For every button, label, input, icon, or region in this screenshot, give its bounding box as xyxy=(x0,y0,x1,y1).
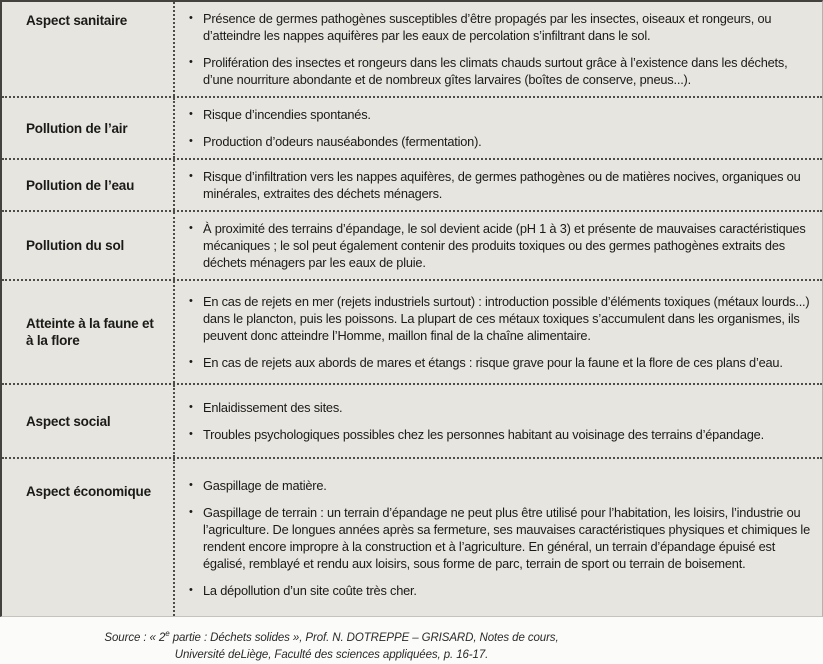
bullet-icon: • xyxy=(189,170,193,182)
table-row xyxy=(2,212,822,281)
bullet-item xyxy=(187,106,816,123)
bullet-text: À proximité des terrains d’épandage, le sol devient acide (pH 1 à 3) et présente de mauvaises caractéristiques mécaniques ; le sol peut également contenir des produits toxiques ou des germes pathogènes extraits des déchets ménagers par les eaux de pluie. xyxy=(203,221,806,270)
bullet-icon: • xyxy=(189,12,193,24)
source-note xyxy=(0,617,823,664)
bullet-text: Gaspillage de matière. xyxy=(203,477,327,493)
row-label: Pollution de l’air xyxy=(26,120,128,136)
bullet-text: La dépollution d’un site coûte très cher. xyxy=(203,582,417,598)
bullet-text: Présence de germes pathogènes susceptibles d’être propagés par les insectes, oiseaux et rongeurs, ou d’atteindre les nappes aquifères par les eaux de percolation s’infiltrant dans le sol. xyxy=(203,11,772,43)
bullet-list xyxy=(173,2,822,96)
bullet-icon: • xyxy=(189,222,193,234)
row-label: Pollution de l’eau xyxy=(26,177,135,193)
bullet-icon: • xyxy=(189,401,193,413)
bullet-text: Risque d’infiltration vers les nappes aquifères, de germes pathogènes ou de matières nocives, organiques ou minérales, extraites des déchets ménagers. xyxy=(203,169,801,201)
bullet-text: Gaspillage de terrain : un terrain d’épandage ne peut plus être utilisé pour l’habitation, les loisirs, l’industrie ou l’agriculture. De longues années après sa fermeture, ses mauvaises caractéristiques physiques et chimiques le rendent encore impropre à la construction et à l’agriculture. En général, un terrain d’épandage épuisé est égalisé, remblayé et rendu aux loisirs, sous forme de parc, terrain de sport ou terrain de boisement. xyxy=(203,504,810,571)
bullet-item xyxy=(187,10,816,44)
source-line-1-text: Source : « 2 xyxy=(104,632,166,644)
bullet-item xyxy=(187,477,816,494)
row-label: Pollution du sol xyxy=(26,238,125,253)
bullet-list xyxy=(173,281,822,383)
bullet-item xyxy=(187,168,816,202)
bullet-text: Risque d’incendies spontanés. xyxy=(203,107,371,122)
bullet-item xyxy=(187,293,816,344)
bullet-icon: • xyxy=(189,108,193,120)
bullet-list xyxy=(173,160,822,210)
source-superscript: e xyxy=(165,629,170,639)
bullet-item xyxy=(187,504,816,572)
bullet-item xyxy=(187,354,816,371)
bullet-text: Enlaidissement des sites. xyxy=(203,400,343,415)
bullet-icon: • xyxy=(189,135,193,147)
source-line-2: Université deLiège, Faculté des sciences appliquées, p. 16-17. xyxy=(174,649,489,661)
source-line-1 xyxy=(0,630,663,647)
bullet-icon: • xyxy=(189,356,193,368)
bullet-item xyxy=(187,582,816,599)
bullet-text: Prolifération des insectes et rongeurs dans les climats chauds surtout grâce à l’existence dans les déchets, d’une nourriture abondante et de nombreux gîtes larvaires (boîtes de conserve, pneus...). xyxy=(203,55,788,87)
table-row xyxy=(2,281,822,385)
bullet-item xyxy=(187,133,816,150)
bullet-icon: • xyxy=(189,505,193,518)
bullet-icon: • xyxy=(189,295,193,307)
row-label: Atteinte à la faune et à la flore xyxy=(26,316,154,348)
table-row xyxy=(2,160,822,212)
bullet-item xyxy=(187,426,816,443)
bullet-text: Troubles psychologiques possibles chez les personnes habitant au voisinage des terrains d’épandage. xyxy=(203,427,764,442)
table-row xyxy=(2,98,822,160)
bullet-text: Production d’odeurs nauséabondes (fermentation). xyxy=(203,134,482,149)
bullet-item xyxy=(187,220,816,271)
table-row xyxy=(2,459,822,616)
bullet-list xyxy=(173,385,822,457)
row-label: Aspect social xyxy=(26,413,111,429)
row-label: Aspect économique xyxy=(26,484,151,499)
bullet-list xyxy=(173,459,822,616)
bullet-list xyxy=(173,98,822,158)
bullet-text: En cas de rejets en mer (rejets industriels surtout) : introduction possible d’éléments toxiques (métaux lourds...) dans le plancton, puis les poissons. La plupart de ces métaux toxiques s’accumulent dans les organismes, ils peuvent donc atteindre l’Homme, maillon final de la chaîne alimentaire. xyxy=(203,294,810,343)
bullet-icon: • xyxy=(189,478,193,491)
bullet-item xyxy=(187,54,816,88)
bullet-item xyxy=(187,399,816,416)
table-row xyxy=(2,385,822,459)
row-label: Aspect sanitaire xyxy=(26,13,128,28)
table-row xyxy=(2,2,822,98)
bullet-icon: • xyxy=(189,56,193,68)
bullet-icon: • xyxy=(189,428,193,440)
bullet-icon: • xyxy=(189,583,193,596)
source-line-1-rest: partie : Déchets solides », Prof. N. DOTREPPE – GRISARD, Notes de cours, xyxy=(169,632,559,644)
bullet-text: En cas de rejets aux abords de mares et étangs : risque grave pour la faune et la flore de ces plans d’eau. xyxy=(203,355,783,370)
bullet-list xyxy=(173,212,822,279)
